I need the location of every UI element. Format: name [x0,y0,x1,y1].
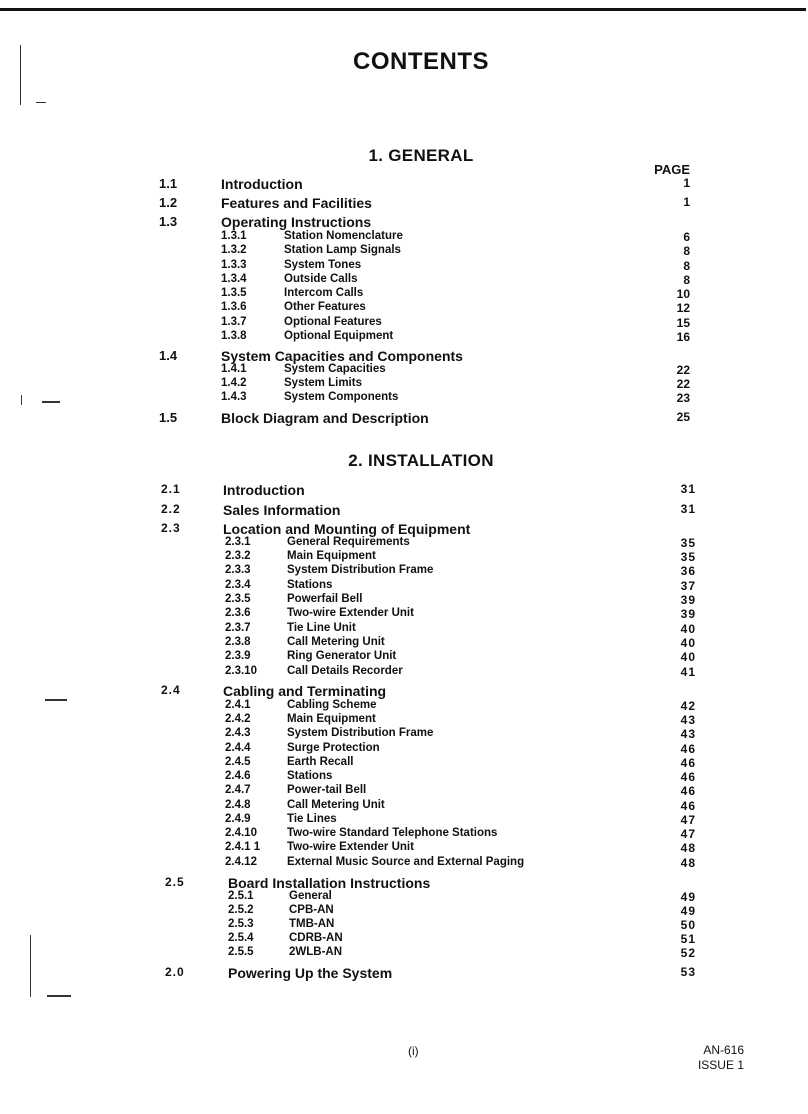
entry-title: Board Installation Instructions [228,875,431,891]
subentry-number: 1.3.3 [221,259,247,271]
toc-entry [0,875,808,891]
subentry-number: 2.3.1 [225,536,251,548]
subentry-title: General Requirements [287,536,410,548]
subentry-number: 1.3.7 [221,316,247,328]
page-column-label: PAGE [654,162,690,177]
subentry-title: Station Lamp Signals [284,244,401,256]
subentry-page: 49 [680,890,696,904]
toc-entry [0,195,808,211]
subentry-number: 2.4.2 [225,713,251,725]
entry-number: 1.3 [159,214,178,229]
subentry-page: 43 [680,713,696,727]
subentry-page: 40 [680,622,696,636]
subentry-title: External Music Source and External Paging [287,856,525,868]
subentry-page: 16 [676,330,690,344]
entry-page: 31 [680,502,696,516]
subentry-number: 2.5.3 [228,918,254,930]
section-heading-installation: 2. INSTALLATION [348,451,494,470]
subentry-number: 2.4.4 [225,742,251,754]
toc-subentry [0,301,808,317]
toc-entry [0,410,808,426]
subentry-title: System Distribution Frame [287,727,434,739]
subentry-number: 2.3.7 [225,622,251,634]
entry-number: 2.1 [161,482,181,496]
subentry-page: 8 [683,259,690,273]
subentry-number: 2.4.10 [225,827,257,839]
subentry-page: 48 [680,856,696,870]
subentry-number: 1.3.2 [221,244,247,256]
subentry-page: 22 [676,377,690,391]
toc-subentry [0,841,808,857]
subentry-number: 2.4.5 [225,756,251,768]
subentry-title: Ring Generator Unit [287,650,397,662]
entry-title: Introduction [221,176,303,192]
toc-subentry [0,391,808,407]
subentry-number: 2.3.3 [225,564,251,576]
subentry-number: 1.3.6 [221,301,247,313]
toc-subentry [0,665,808,681]
subentry-number: 2.4.7 [225,784,251,796]
toc-entry [0,502,808,518]
toc-subentry [0,856,808,872]
subentry-page: 46 [680,770,696,784]
subentry-page: 39 [680,607,696,621]
subentry-page: 46 [680,799,696,813]
subentry-title: System Tones [284,259,362,271]
subentry-number: 2.3.10 [225,665,257,677]
top-rule [0,8,806,11]
subentry-number: 2.3.5 [225,593,251,605]
footer-issue: ISSUE 1 [697,1058,744,1072]
toc-subentry [0,650,808,666]
entry-page: 1 [683,195,690,209]
subentry-number: 1.4.1 [221,363,247,375]
entry-number: 1.5 [159,410,178,425]
footer-doc-ref: AN-616 [703,1043,744,1057]
entry-title: Sales Information [223,502,341,518]
toc-entry [0,965,808,981]
subentry-title: Main Equipment [287,713,376,725]
subentry-title: Station Nomenclature [284,230,403,242]
subentry-page: 15 [676,316,690,330]
entry-number: 2.5 [165,875,185,889]
subentry-number: 2.3.4 [225,579,251,591]
subentry-page: 40 [680,636,696,650]
subentry-number: 2.5.2 [228,904,254,916]
subentry-number: 1.4.2 [221,377,247,389]
entry-title: Block Diagram and Description [221,410,429,426]
entry-number: 1.2 [159,195,178,210]
entry-page: 25 [676,410,690,424]
subentry-title: TMB-AN [289,918,335,930]
entry-page: 1 [683,176,690,190]
toc-subentry [0,244,808,260]
subentry-number: 2.3.9 [225,650,251,662]
subentry-number: 2.3.6 [225,607,251,619]
subentry-title: 2WLB-AN [289,946,343,958]
entry-number: 2.4 [161,683,181,697]
subentry-page: 42 [680,699,696,713]
subentry-title: CPB-AN [289,904,334,916]
subentry-page: 41 [680,665,696,679]
margin-mark [47,995,71,997]
subentry-page: 12 [676,301,690,315]
subentry-page: 8 [683,273,690,287]
entry-title: Features and Facilities [221,195,372,211]
subentry-title: CDRB-AN [289,932,343,944]
subentry-title: Optional Equipment [284,330,394,342]
subentry-page: 51 [680,932,696,946]
subentry-number: 2.4.3 [225,727,251,739]
subentry-title: Earth Recall [287,756,354,768]
subentry-title: General [289,890,332,902]
entry-title: Introduction [223,482,305,498]
page-title: CONTENTS [353,48,489,75]
margin-mark [36,102,46,103]
toc-entry [0,482,808,498]
subentry-page: 52 [680,946,696,960]
subentry-page: 23 [676,391,690,405]
subentry-title: Other Features [284,301,366,313]
subentry-title: System Limits [284,377,362,389]
subentry-number: 2.4.6 [225,770,251,782]
entry-number: 2.2 [161,502,181,516]
subentry-number: 2.4.12 [225,856,257,868]
section-heading-general: 1. GENERAL [368,146,474,165]
entry-number: 2.3 [161,521,181,535]
subentry-page: 48 [680,841,696,855]
subentry-number: 1.3.1 [221,230,247,242]
subentry-number: 2.4.1 1 [225,841,261,853]
subentry-page: 49 [680,904,696,918]
toc-subentry [0,784,808,800]
subentry-page: 8 [683,244,690,258]
subentry-number: 2.4.9 [225,813,251,825]
subentry-number: 2.3.2 [225,550,251,562]
subentry-number: 2.4.8 [225,799,251,811]
subentry-number: 2.5.4 [228,932,254,944]
subentry-page: 39 [680,593,696,607]
subentry-title: Stations [287,770,333,782]
toc-entry [0,683,808,699]
subentry-number: 2.5.5 [228,946,254,958]
toc-entry [0,176,808,192]
subentry-title: Two-wire Extender Unit [287,841,414,853]
entry-number: 2.0 [165,965,185,979]
subentry-number: 2.5.1 [228,890,254,902]
subentry-page: 46 [680,742,696,756]
subentry-page: 35 [680,550,696,564]
subentry-title: Powerfail Bell [287,593,363,605]
subentry-title: Call Details Recorder [287,665,403,677]
subentry-page: 46 [680,784,696,798]
subentry-number: 2.4.1 [225,699,251,711]
subentry-title: Two-wire Standard Telephone Stations [287,827,498,839]
toc-subentry [0,330,808,346]
subentry-number: 2.3.8 [225,636,251,648]
subentry-page: 36 [680,564,696,578]
subentry-title: Power-tail Bell [287,784,367,796]
toc-entry [0,214,808,230]
toc-subentry [0,946,808,962]
entry-title: System Capacities and Components [221,348,463,364]
entry-title: Cabling and Terminating [223,683,387,699]
entry-number: 1.4 [159,348,178,363]
footer-page-number: (i) [408,1044,419,1058]
subentry-number: 1.3.5 [221,287,247,299]
entry-title: Operating Instructions [221,214,372,230]
subentry-title: System Capacities [284,363,386,375]
subentry-page: 22 [676,363,690,377]
entry-page: 53 [680,965,696,979]
subentry-title: Main Equipment [287,550,376,562]
subentry-title: Tie Line Unit [287,622,356,634]
subentry-number: 1.3.4 [221,273,247,285]
subentry-number: 1.4.3 [221,391,247,403]
subentry-title: System Distribution Frame [287,564,434,576]
entry-page: 31 [680,482,696,496]
toc-subentry [0,607,808,623]
subentry-page: 35 [680,536,696,550]
subentry-page: 37 [680,579,696,593]
subentry-title: Intercom Calls [284,287,364,299]
subentry-title: Two-wire Extender Unit [287,607,414,619]
subentry-page: 6 [683,230,690,244]
toc-subentry [0,564,808,580]
subentry-page: 46 [680,756,696,770]
entry-title: Location and Mounting of Equipment [223,521,471,537]
subentry-page: 47 [680,813,696,827]
toc-entry [0,348,808,364]
entry-title: Powering Up the System [228,965,393,981]
subentry-title: Call Metering Unit [287,636,385,648]
subentry-title: Tie Lines [287,813,337,825]
subentry-title: Call Metering Unit [287,799,385,811]
subentry-title: System Components [284,391,399,403]
subentry-title: Stations [287,579,333,591]
subentry-page: 10 [676,287,690,301]
subentry-number: 1.3.8 [221,330,247,342]
subentry-title: Optional Features [284,316,382,328]
entry-number: 1.1 [159,176,178,191]
subentry-page: 50 [680,918,696,932]
subentry-page: 47 [680,827,696,841]
toc-entry [0,521,808,537]
toc-subentry [0,727,808,743]
subentry-title: Cabling Scheme [287,699,377,711]
subentry-title: Outside Calls [284,273,358,285]
subentry-title: Surge Protection [287,742,380,754]
subentry-page: 43 [680,727,696,741]
subentry-page: 40 [680,650,696,664]
